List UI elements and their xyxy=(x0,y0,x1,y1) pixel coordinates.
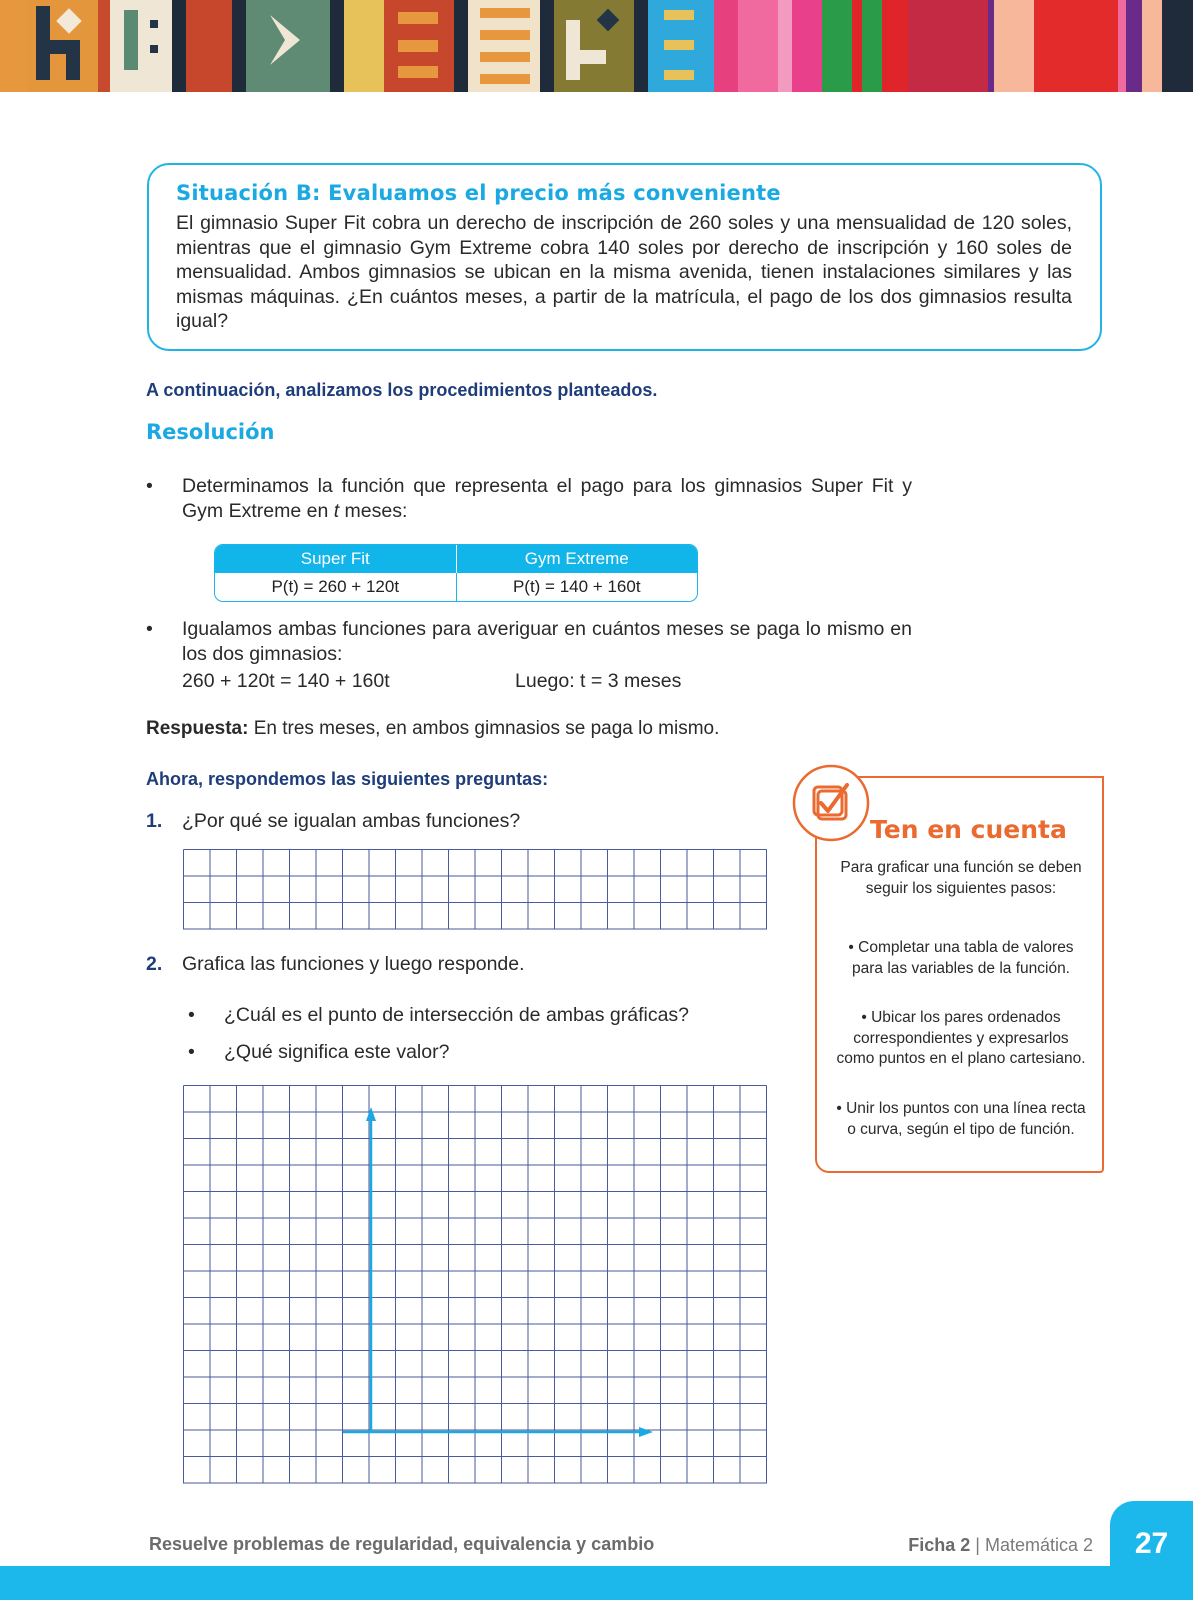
footer-bar xyxy=(0,1566,1193,1600)
decorative-textile-banner xyxy=(0,0,1193,92)
bullet1-var: t xyxy=(333,499,340,522)
footer-competency: Resuelve problemas de regularidad, equivalencia y cambio xyxy=(149,1534,655,1554)
situation-body: El gimnasio Super Fit cobra un derecho de inscripción de 260 soles y una mensualidad de 120 soles, mientras que el gimnasio Gym Extreme cobra 140 soles por derecho de inscripción y 160 soles de mensualidad. Ambos gimnasios se ubican en la misma avenida, tienen instalaciones similares y las mismas máquinas. ¿En cuántos meses, a partir de la matrícula, el pago de los dos gimnasios resulta igual? xyxy=(176,212,1072,332)
resolucion-title: Resolución xyxy=(146,420,275,444)
respuesta-text: En tres meses, en ambos gimnasios se paga lo mismo. xyxy=(248,718,720,739)
table-header-gym-extreme: Gym Extreme xyxy=(524,549,629,568)
situation-title: Situación B: Evaluamos el precio más conveniente xyxy=(176,181,781,205)
y-axis-arrow xyxy=(366,1107,376,1121)
footer-ficha-label: Ficha 2 xyxy=(908,1535,971,1555)
sub-bullet-dot: • xyxy=(188,1004,195,1026)
footer-subject: Matemática 2 xyxy=(984,1535,1093,1555)
bullet-dot: • xyxy=(146,475,153,497)
question-2-text: Grafica las funciones y luego responde. xyxy=(182,953,525,975)
bullet1-text-b: meses: xyxy=(339,499,408,522)
checklist-icon xyxy=(791,763,871,843)
sub-question-intersection: ¿Cuál es el punto de intersección de ambas gráficas? xyxy=(224,1004,690,1026)
situation-box xyxy=(147,163,1102,351)
question-1-number: 1. xyxy=(146,810,163,832)
x-axis-arrow xyxy=(639,1427,653,1437)
graph-grid[interactable] xyxy=(183,1085,768,1485)
bullet2-text: Igualamos ambas funciones para averiguar en cuántos meses se paga lo mismo en los dos gimnasios: xyxy=(182,618,912,665)
note-title: Ten en cuenta xyxy=(870,815,1067,844)
equation: 260 + 120t = 140 + 160t xyxy=(182,670,390,692)
table-cell-gym-extreme: P(t) = 140 + 160t xyxy=(512,577,641,596)
functions-table xyxy=(214,544,698,602)
table-header-super-fit: Super Fit xyxy=(215,545,457,573)
question-2-number: 2. xyxy=(146,953,163,975)
question-1-text: ¿Por qué se igualan ambas funciones? xyxy=(182,810,521,832)
intro-text: A continuación, analizamos los procedimientos planteados. xyxy=(146,380,658,400)
page-number: 27 xyxy=(1134,1527,1169,1560)
respuesta xyxy=(146,718,719,740)
sub-question-meaning: ¿Qué significa este valor? xyxy=(224,1041,450,1063)
note-step-2: • Ubicar los pares ordenados correspondientes y expresarlos como puntos en el plano cartesiano. xyxy=(836,1009,1086,1067)
ahora-heading: Ahora, respondemos las siguientes preguntas: xyxy=(146,769,549,789)
answer-grid-question-1[interactable] xyxy=(183,849,768,931)
table-cell-super-fit: P(t) = 260 + 120t xyxy=(215,573,457,601)
bullet1-text-a: Determinamos la función que representa el pago para los gimnasios Super Fit y Gym Extreme en xyxy=(182,475,912,522)
sub-bullet-dot: • xyxy=(188,1041,195,1063)
respuesta-label: Respuesta: xyxy=(146,718,249,739)
equation-result: Luego: t = 3 meses xyxy=(515,670,682,692)
footer-ficha xyxy=(908,1535,1093,1556)
footer-separator: | xyxy=(970,1535,985,1555)
note-intro: Para graficar una función se deben seguir los siguientes pasos: xyxy=(840,859,1082,897)
bullet-dot: • xyxy=(146,618,153,640)
note-step-1: • Completar una tabla de valores para las variables de la función. xyxy=(848,939,1074,977)
note-step-3: • Unir los puntos con una línea recta o curva, según el tipo de función. xyxy=(836,1100,1086,1138)
